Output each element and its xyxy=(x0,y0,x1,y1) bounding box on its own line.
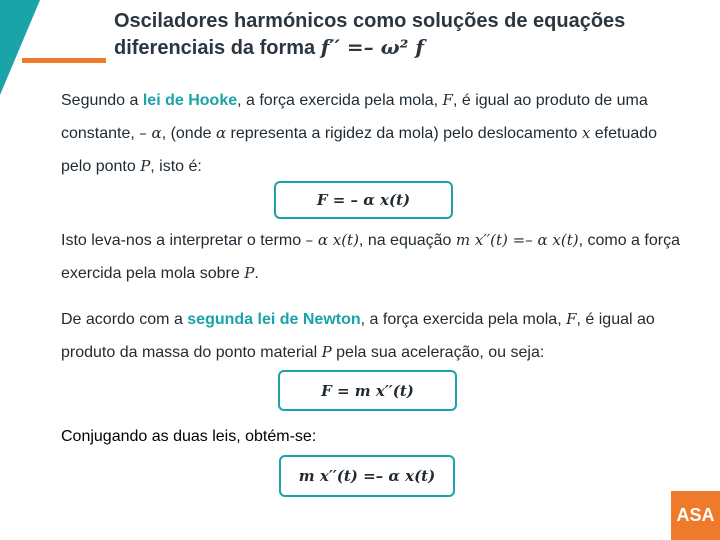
title-line-1: Osciladores harmónicos como soluções de equações xyxy=(114,10,626,32)
title-underline xyxy=(22,58,106,63)
title-line-2: diferenciais da forma f′′ =– ω² f xyxy=(114,35,424,59)
formula-newton: F = m x′′(t) xyxy=(278,370,457,411)
formula-combined: m x′′(t) =– α x(t) xyxy=(279,455,455,497)
title-math: f′′ =– ω² f xyxy=(320,35,424,59)
asa-logo: ASA xyxy=(671,491,720,540)
formula-hooke: F = – α x(t) xyxy=(274,181,453,219)
page-title xyxy=(114,8,714,61)
hooke-highlight: lei de Hooke xyxy=(142,92,238,109)
newton-highlight: segunda lei de Newton xyxy=(187,311,361,328)
paragraph-hooke: Segundo a lei de Hooke, a força exercida pela mola, F, é igual ao produto de uma constante, – α, (onde α representa a rigidez da mola) pelo deslocamento x efetuado pelo ponto P, isto é: xyxy=(61,91,658,175)
paragraph-newton: De acordo com a segunda lei de Newton, a força exercida pela mola, F, é igual ao produto da massa do ponto material P pela sua aceleração, ou seja: xyxy=(61,310,655,361)
paragraph-interpretation: Isto leva-nos a interpretar o termo – α x(t), na equação m x′′(t) =– α x(t), como a força exercida pela mola sobre P. xyxy=(61,231,680,282)
conjugando-text: Conjugando as duas leis, obtém-se: xyxy=(61,428,317,445)
